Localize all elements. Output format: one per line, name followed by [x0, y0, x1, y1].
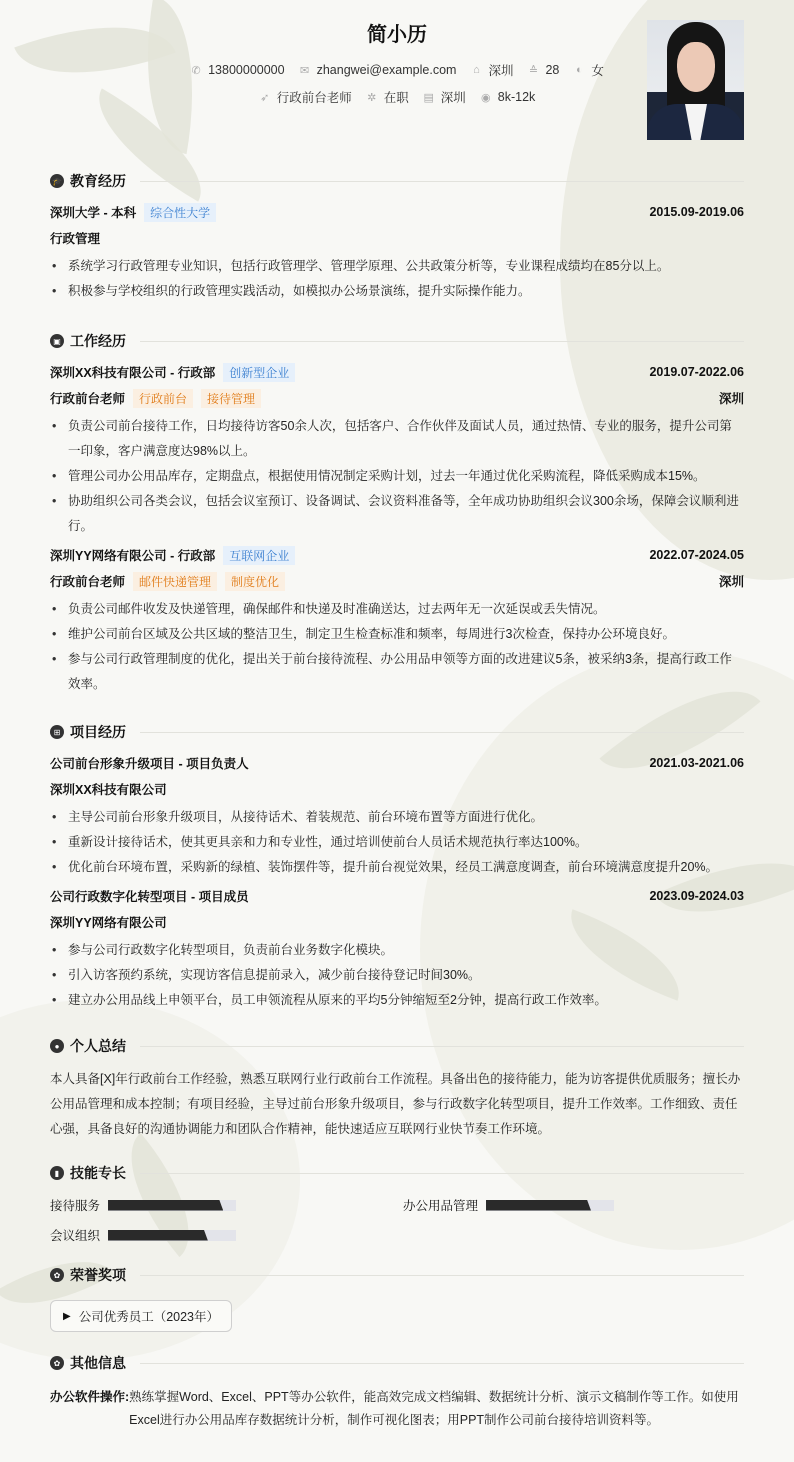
section-title: 🎓 教育经历 [50, 170, 744, 192]
work-section [50, 330, 744, 697]
caret-right-icon: ▶ [63, 1310, 71, 1322]
skills-grid [50, 1196, 744, 1244]
bullet-item: • 协助组织公司各类会议，包括会议室预订、设备调试、会议资料准备等，全年成功协助组织会议300余场，保障会议顺利进行。 [50, 489, 744, 539]
job-location: 深圳 [718, 392, 744, 406]
education-section [50, 170, 744, 304]
briefcase-icon: ▣ [50, 334, 64, 348]
building-icon: ▤ [423, 91, 434, 104]
divider [140, 181, 744, 182]
job-role: 行政前台老师 [50, 575, 126, 589]
date-range: 2021.03-2021.06 [649, 756, 744, 770]
contact-phone: ✆ 13800000000 [191, 63, 285, 77]
divider [140, 1275, 744, 1276]
divider [140, 1046, 744, 1047]
work-entry [50, 545, 744, 697]
candidate-name: 简小历 [367, 24, 427, 46]
contact-email: ✉ zhangwei@example.com [299, 63, 457, 77]
company-tag: 创新型企业 [223, 363, 295, 382]
bullet-item: • 维护公司前台区域及公共区域的整洁卫生，制定卫生检查标准和频率，每周进行3次检查，保持办公环境良好。 [50, 622, 744, 647]
summary-section [50, 1035, 744, 1142]
graduation-cap-icon: 🎓 [50, 174, 64, 188]
user-icon: ● [50, 1039, 64, 1053]
awards-section [50, 1264, 744, 1332]
mail-icon: ✉ [299, 64, 310, 77]
projects-section [50, 721, 744, 1013]
date-range: 2023.09-2024.03 [649, 889, 744, 903]
bullet-item: • 负责公司邮件收发及快递管理，确保邮件和快递及时准确送达，过去两年无一次延误或丢失情况。 [50, 597, 744, 622]
date-range: 2015.09-2019.06 [649, 205, 744, 219]
date-range: 2019.07-2022.06 [649, 365, 744, 379]
phone-icon: ✆ [191, 64, 201, 77]
bullet-item: • 积极参与学校组织的行政管理实践活动，如模拟办公场景演练，提升实际操作能力。 [50, 279, 744, 304]
work-entry [50, 362, 744, 539]
other-value: 熟练掌握Word、Excel、PPT等办公软件，能高效完成文档编辑、数据统计分析、演示文稿制作等工作。如使用Excel进行办公用品库存数据统计分析，制作可视化图表；用PPT制作公司前台接待培训资料等。 [129, 1390, 739, 1427]
summary-text: 本人具备[X]年行政前台工作经验，熟悉互联网行业行政前台工作流程。具备出色的接待能力，能为访客提供优质服务；擅长办公用品管理和成本控制；有项目经验，主导过前台形象升级项目，参与行政数字化转型项目，提升工作效率。工作细致、责任心强，具备良好的沟通协调能力和团队合作精神，能快速适应互联网行业快节奏工作环境。 [50, 1072, 741, 1136]
bullet-item: • 引入访客预约系统，实现访客信息提前录入，减少前台接待登记时间30%。 [50, 963, 744, 988]
intent-salary: ◉ 8k-12k [480, 90, 536, 104]
contact-city: ⌂ 深圳 [470, 61, 513, 79]
skill-item: 办公用品管理 [403, 1196, 756, 1214]
section-title: ▮ 技能专长 [50, 1162, 744, 1184]
avatar-photo [647, 20, 744, 140]
bullet-item: • 负责公司前台接待工作，日均接待访客50余人次，包括客户、合作伙伴及面试人员，通过热情、专业的服务，提升公司第一印象，客户满意度达98%以上。 [50, 414, 744, 464]
status-icon: ✲ [367, 91, 377, 104]
section-title: ⊞ 项目经历 [50, 721, 744, 743]
bullet-item: • 优化前台环境布置，采购新的绿植、装饰摆件等，提升前台视觉效果，经员工满意度调查，前台环境满意度提升20%。 [50, 855, 744, 880]
date-range: 2022.07-2024.05 [649, 548, 744, 562]
intent-city: ▤ 深圳 [423, 91, 466, 105]
age-icon: ≙ [528, 64, 539, 77]
skill-bar [486, 1200, 614, 1211]
bullet-item: • 重新设计接待话术，使其更具亲和力和专业性，通过培训使前台人员话术规范执行率达100%。 [50, 830, 744, 855]
divider [140, 732, 744, 733]
company-name: 深圳XX科技有限公司 - 行政部 [50, 366, 216, 380]
bullet-item: • 参与公司行政管理制度的优化，提出关于前台接待流程、办公用品申领等方面的改进建议5条，被采纳3条，提高行政工作效率。 [50, 647, 744, 697]
section-title: ▣ 工作经历 [50, 330, 744, 352]
bullet-item: • 参与公司行政数字化转型项目，负责前台业务数字化模块。 [50, 938, 744, 963]
bullet-item: • 管理公司办公用品库存，定期盘点，根据使用情况制定采购计划，过去一年通过优化采购流程，降低采购成本15%。 [50, 464, 744, 489]
project-entry [50, 753, 744, 880]
job-role: 行政前台老师 [50, 392, 126, 406]
company-name: 深圳YY网络有限公司 - 行政部 [50, 549, 216, 563]
bullet-item: • 系统学习行政管理专业知识，包括行政管理学、管理学原理、公共政策分析等，专业课程成绩均在85分以上。 [50, 254, 744, 279]
other-section [50, 1352, 744, 1432]
education-entry [50, 202, 744, 304]
section-title: ● 个人总结 [50, 1035, 744, 1057]
project-entry [50, 886, 744, 1013]
skill-item: 接待服务 [50, 1196, 403, 1214]
other-key: 办公软件操作: [50, 1390, 130, 1404]
skill-bar [108, 1200, 236, 1211]
other-item [50, 1386, 744, 1432]
school-name: 深圳大学 - 本科 [50, 206, 137, 220]
section-title: ✿ 其他信息 [50, 1352, 744, 1374]
bullet-item: • 主导公司前台形象升级项目，从接待话术、着装规范、前台环境布置等方面进行优化。 [50, 805, 744, 830]
salary-icon: ◉ [480, 91, 491, 104]
role-tag: 接待管理 [201, 389, 261, 408]
award-icon: ✿ [50, 1268, 64, 1282]
divider [140, 341, 744, 342]
resume-header [50, 0, 744, 150]
contact-row [50, 61, 744, 79]
bar-chart-icon: ▮ [50, 1166, 64, 1180]
project-name: 公司行政数字化转型项目 - 项目成员 [50, 890, 249, 904]
bullet-item: • 建立办公用品线上申领平台，员工申领流程从原来的平均5分钟缩短至2分钟，提高行政工作效率。 [50, 988, 744, 1013]
home-icon: ⌂ [473, 64, 480, 76]
grid-icon: ⊞ [50, 725, 64, 739]
contact-gender: ◐ 女 [573, 61, 604, 79]
job-location: 深圳 [718, 575, 744, 589]
skill-item: 会议组织 [50, 1226, 403, 1244]
role-tag: 行政前台 [133, 389, 193, 408]
intent-row [50, 88, 744, 106]
skill-bar [108, 1230, 236, 1241]
school-tag: 综合性大学 [144, 203, 216, 222]
company-tag: 互联网企业 [223, 546, 295, 565]
intent-status: ✲ 在职 [367, 91, 409, 105]
section-title: ✿ 荣誉奖项 [50, 1264, 744, 1286]
divider [140, 1173, 744, 1174]
project-company: 深圳XX科技有限公司 [50, 783, 167, 797]
award-item[interactable]: ▶ 公司优秀员工（2023年） [50, 1300, 232, 1332]
major: 行政管理 [50, 232, 101, 246]
send-icon: ➶ [260, 91, 270, 104]
gender-icon: ◐ [576, 64, 583, 76]
skills-section [50, 1162, 744, 1244]
project-company: 深圳YY网络有限公司 [50, 916, 167, 930]
award-icon: ✿ [50, 1356, 64, 1370]
contact-age: ≙ 28 [528, 63, 560, 77]
role-tag: 制度优化 [225, 572, 285, 591]
project-name: 公司前台形象升级项目 - 项目负责人 [50, 757, 249, 771]
intent-position: ➶ 行政前台老师 [260, 91, 352, 105]
divider [140, 1363, 744, 1364]
role-tag: 邮件快递管理 [133, 572, 217, 591]
